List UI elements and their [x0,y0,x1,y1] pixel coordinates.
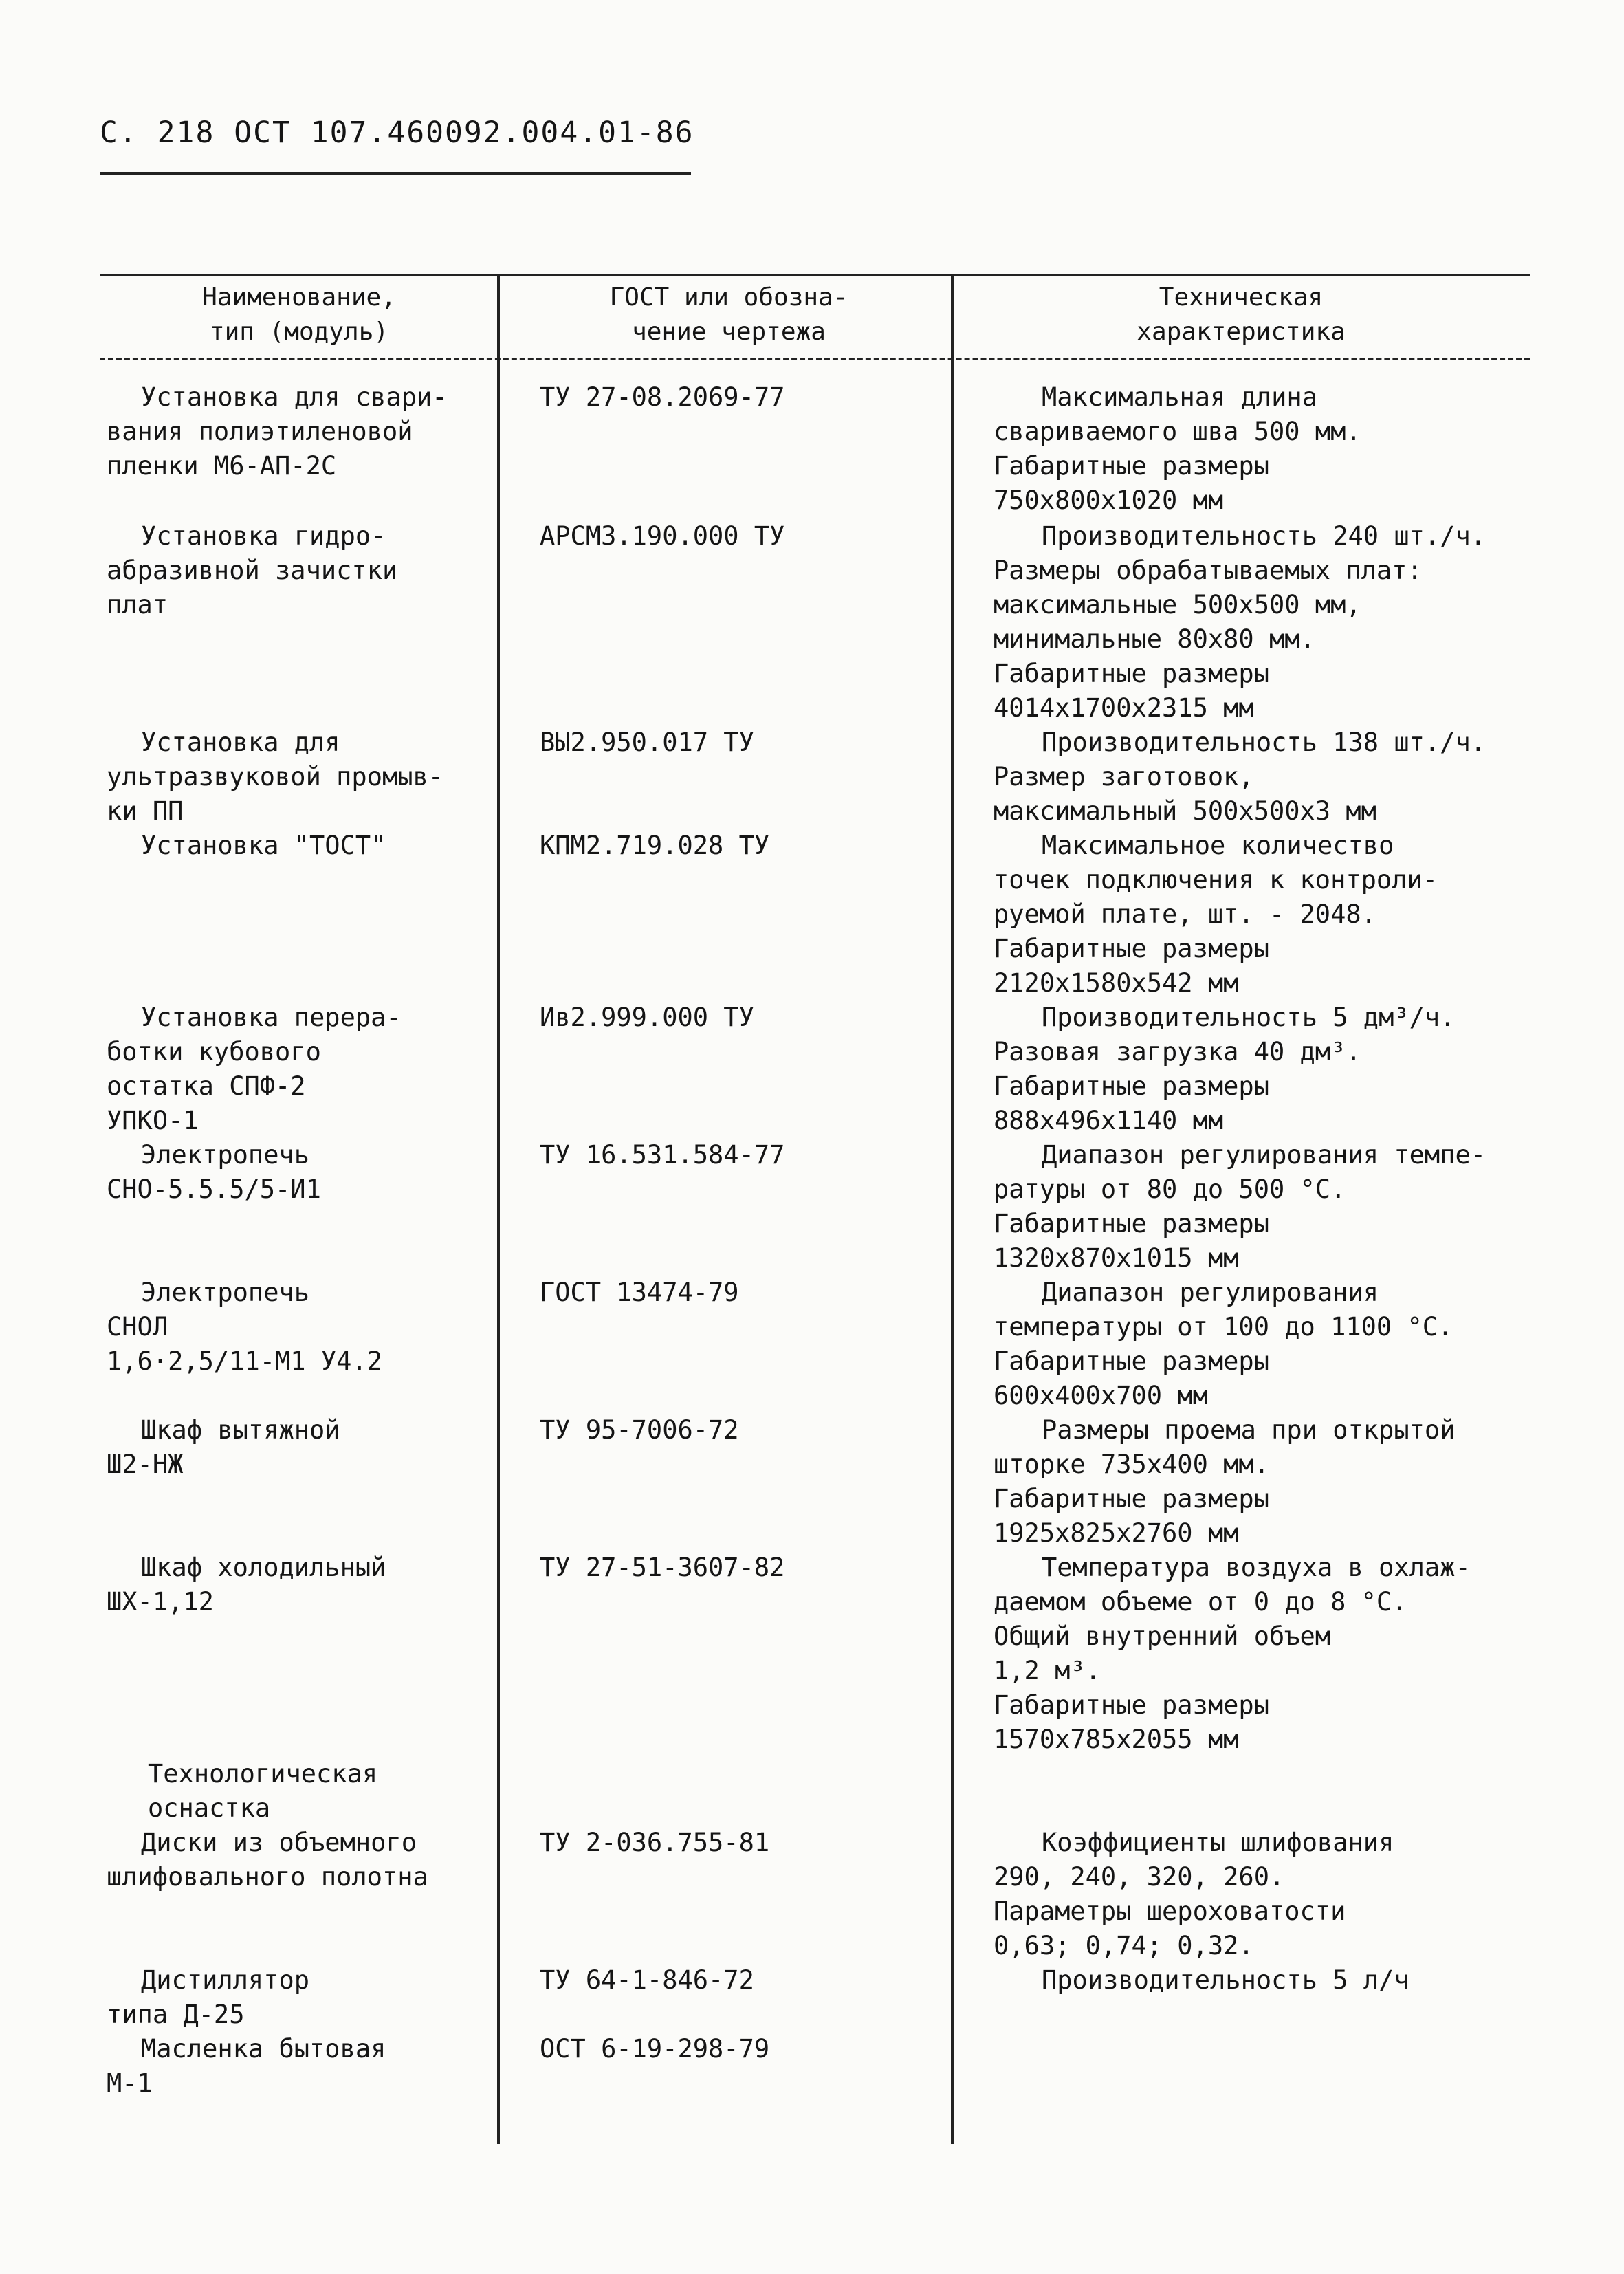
row-spec: Диапазон регулирования температуры от 100 до 1100 °С. Габаритные размеры 600х400х700 мм [994,1278,1453,1410]
row-name: Шкаф вытяжной Ш2-НЖ [107,1415,340,1479]
row-spec: Производительность 240 шт./ч. Размеры обрабатываемых плат: максимальные 500х500 мм, минимальные 80х80 мм. Габаритные размеры 4014х1700х2315 мм [994,521,1486,723]
row-spec: Температура воздуха в охлаж- даемом объеме от 0 до 8 °С. Общий внутренний объем 1,2 м³. Габаритные размеры 1570х785х2055 мм [994,1553,1471,1754]
row-name: Диски из объемного шлифовального полотна [107,1828,428,1892]
row-name: Дистиллятор типа Д-25 [107,1965,310,2029]
row-gost: ТУ 27-51-3607-82 [540,1553,785,1582]
row-gost: ГОСТ 13474-79 [540,1278,739,1307]
row-gost: АРСМ3.190.000 ТУ [540,521,785,551]
row-name: Установка для свари- вания полиэтиленовой пленки М6-АП-2С [107,382,448,481]
row-spec: Производительность 138 шт./ч. Размер заготовок, максимальный 500х500х3 мм [994,728,1486,826]
row-spec: Производительность 5 дм³/ч. Разовая загрузка 40 дм³. Габаритные размеры 888х496х1140 мм [994,1003,1456,1135]
row-gost: ТУ 2-036.755-81 [540,1828,770,1857]
row-name: Масленка бытовая М-1 [107,2034,386,2098]
row-spec: Производительность 5 л/ч [1042,1965,1409,1995]
section-title: Технологическая оснастка [148,1759,378,1823]
row-gost: КПМ2.719.028 ТУ [540,831,770,860]
row-spec: Диапазон регулирования темпе- ратуры от 80 до 500 °С. Габаритные размеры 1320х870х1015 мм [994,1140,1486,1273]
row-gost: ТУ 95-7006-72 [540,1415,739,1445]
row-spec: Размеры проема при открытой шторке 735х400 мм. Габаритные размеры 1925х825х2760 мм [994,1415,1456,1548]
row-gost: ВЫ2.950.017 ТУ [540,728,754,757]
row-gost: ОСТ 6-19-298-79 [540,2034,770,2064]
row-spec: Максимальное количество точек подключения к контроли- руемой плате, шт. - 2048. Габаритные размеры 2120х1580х542 мм [994,831,1438,998]
row-name: Шкаф холодильный ШХ-1,12 [107,1553,386,1617]
row-spec: Максимальная длина свариваемого шва 500 мм. Габаритные размеры 750х800х1020 мм [994,382,1361,515]
column-header-name: Наименование, тип (модуль) [202,283,396,346]
row-gost: Ив2.999.000 ТУ [540,1003,754,1032]
row-name: Электропечь СНОЛ 1,6·2,5/11-М1 У4.2 [107,1278,382,1376]
row-gost: ТУ 27-08.2069-77 [540,382,785,412]
column-header-spec: Техническая характеристика [1137,283,1346,346]
column-divider-1 [497,274,500,2144]
column-header-gost: ГОСТ или обозна- чение чертежа [609,283,848,346]
row-name: Установка "ТОСТ" [141,831,386,860]
table-top-rule [100,274,1530,276]
row-gost: ТУ 16.531.584-77 [540,1140,785,1170]
row-spec: Коэффициенты шлифования 290, 240, 320, 260. Параметры шероховатости 0,63; 0,74; 0,32. [994,1828,1394,1960]
row-name: Электропечь СНО-5.5.5/5-И1 [107,1140,321,1204]
column-divider-2 [951,274,954,2144]
row-gost: ТУ 64-1-846-72 [540,1965,754,1995]
row-name: Установка гидро- абразивной зачистки плат [107,521,398,620]
equipment-table [100,274,1530,2144]
row-name: Установка для ультразвуковой промыв- ки ПП [107,728,444,826]
row-name: Установка перера- ботки кубового остатка СПФ-2 УПКО-1 [107,1003,402,1135]
table-header-rule [100,358,1530,360]
header-underline [100,172,691,175]
page-header: С. 218 ОСТ 107.460092.004.01-86 [100,116,694,150]
